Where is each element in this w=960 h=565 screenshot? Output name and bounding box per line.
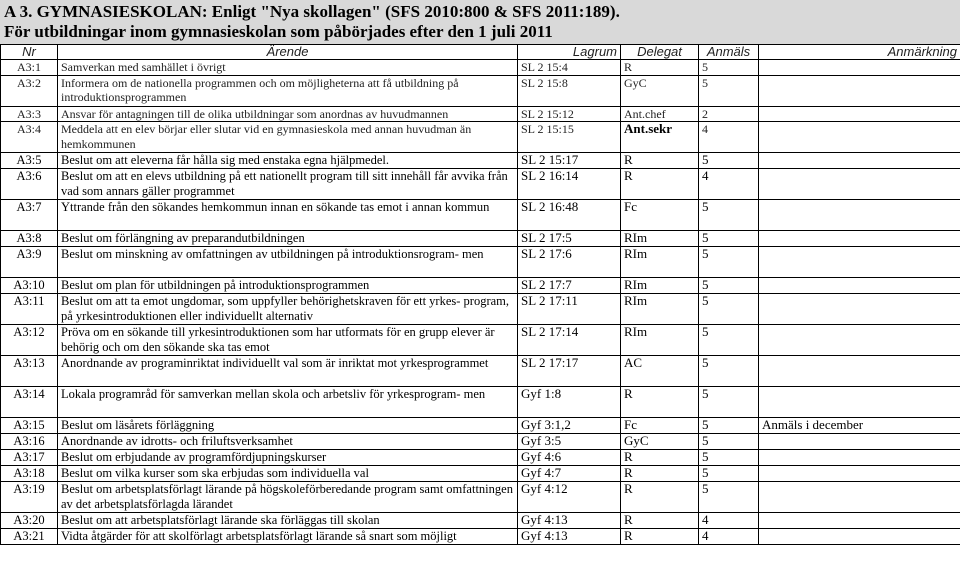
table-header-row <box>1 45 960 60</box>
cell-lagrum: Gyf 4:12 <box>518 482 621 513</box>
cell-arende: Anordnande av idrotts- och friluftsverksamhet <box>58 434 518 450</box>
cell-delegat: AC <box>621 356 699 387</box>
cell-anmals: 5 <box>699 356 759 387</box>
table-row <box>1 387 960 418</box>
cell-anmarkning <box>759 466 960 482</box>
table-row <box>1 356 960 387</box>
cell-anmals: 5 <box>699 60 759 76</box>
cell-anmals: 5 <box>699 482 759 513</box>
cell-arende: Pröva om en sökande till yrkesintroduktionen som har utformats för en grupp elever är behörig och om den sökande ska tas emot <box>58 325 518 356</box>
cell-anmals: 5 <box>699 75 759 106</box>
cell-nr: A3:14 <box>1 387 58 418</box>
cell-arende: Beslut om att ta emot ungdomar, som uppfyller behörighetskraven för ett yrkes- program, på yrkesintroduktionen eller individuellt alternativ <box>58 294 518 325</box>
cell-delegat: Fc <box>621 200 699 231</box>
cell-lagrum: SL 2 17:7 <box>518 278 621 294</box>
cell-anmarkning <box>759 529 960 545</box>
cell-anmarkning <box>759 60 960 76</box>
cell-nr: A3:4 <box>1 122 58 153</box>
cell-anmals: 4 <box>699 529 759 545</box>
cell-arende: Meddela att en elev börjar eller slutar vid en gymnasieskola med annan huvudman än hemkommunen <box>58 122 518 153</box>
cell-nr: A3:2 <box>1 75 58 106</box>
cell-delegat: R <box>621 60 699 76</box>
cell-anmals: 5 <box>699 418 759 434</box>
cell-anmals: 5 <box>699 247 759 278</box>
table-row <box>1 482 960 513</box>
cell-arende: Beslut om förlängning av preparandutbildningen <box>58 231 518 247</box>
cell-nr: A3:15 <box>1 418 58 434</box>
cell-lagrum: SL 2 17:6 <box>518 247 621 278</box>
cell-anmals: 4 <box>699 169 759 200</box>
cell-lagrum: Gyf 4:6 <box>518 450 621 466</box>
cell-arende: Beslut om arbetsplatsförlagt lärande på högskoleförberedande program samt omfattningen av det arbetsplatsförlagda lärandet <box>58 482 518 513</box>
cell-delegat: R <box>621 466 699 482</box>
cell-lagrum: SL 2 15:4 <box>518 60 621 76</box>
cell-anmals: 5 <box>699 231 759 247</box>
cell-delegat: R <box>621 387 699 418</box>
cell-lagrum: SL 2 17:17 <box>518 356 621 387</box>
cell-delegat: R <box>621 513 699 529</box>
page-subtitle: För utbildningar inom gymnasieskolan som påbörjades efter den 1 juli 2011 <box>4 22 553 41</box>
cell-nr: A3:19 <box>1 482 58 513</box>
table-row <box>1 231 960 247</box>
cell-anmarkning <box>759 200 960 231</box>
cell-lagrum: Gyf 3:1,2 <box>518 418 621 434</box>
cell-arende: Vidta åtgärder för att skolförlagt arbetsplatsförlagt lärande så snart som möjligt <box>58 529 518 545</box>
cell-delegat: GyC <box>621 434 699 450</box>
table-row <box>1 529 960 545</box>
cell-anmals: 5 <box>699 434 759 450</box>
cell-anmarkning <box>759 106 960 122</box>
cell-nr: A3:16 <box>1 434 58 450</box>
cell-nr: A3:1 <box>1 60 58 76</box>
cell-anmarkning <box>759 278 960 294</box>
cell-delegat: R <box>621 153 699 169</box>
cell-anmals: 5 <box>699 450 759 466</box>
cell-anmarkning: Anmäls i december <box>759 418 960 434</box>
cell-anmarkning <box>759 513 960 529</box>
cell-arende: Lokala programråd för samverkan mellan skola och arbetsliv för yrkesprogram- men <box>58 387 518 418</box>
header-arende: Ärende <box>58 45 518 60</box>
cell-arende: Beslut om minskning av omfattningen av utbildningen på introduktionsrogram- men <box>58 247 518 278</box>
cell-anmals: 5 <box>699 325 759 356</box>
cell-nr: A3:8 <box>1 231 58 247</box>
cell-arende: Samverkan med samhället i övrigt <box>58 60 518 76</box>
cell-nr: A3:17 <box>1 450 58 466</box>
table-row <box>1 106 960 122</box>
cell-anmals: 5 <box>699 278 759 294</box>
cell-nr: A3:9 <box>1 247 58 278</box>
cell-arende: Ansvar för antagningen till de olika utbildningar som anordnas av huvudmannen <box>58 106 518 122</box>
cell-lagrum: SL 2 15:8 <box>518 75 621 106</box>
header-nr: Nr <box>1 45 58 60</box>
cell-anmarkning <box>759 169 960 200</box>
cell-lagrum: Gyf 4:7 <box>518 466 621 482</box>
cell-delegat: Ant.chef <box>621 106 699 122</box>
cell-anmals: 5 <box>699 153 759 169</box>
cell-anmals: 4 <box>699 122 759 153</box>
cell-nr: A3:21 <box>1 529 58 545</box>
cell-arende: Beslut om att eleverna får hålla sig med enstaka egna hjälpmedel. <box>58 153 518 169</box>
cell-anmals: 2 <box>699 106 759 122</box>
table-row <box>1 60 960 76</box>
cell-lagrum: SL 2 17:5 <box>518 231 621 247</box>
cell-nr: A3:11 <box>1 294 58 325</box>
cell-anmarkning <box>759 294 960 325</box>
cell-arende: Beslut om vilka kurser som ska erbjudas som individuella val <box>58 466 518 482</box>
cell-lagrum: Gyf 1:8 <box>518 387 621 418</box>
table-row <box>1 75 960 106</box>
header-lagrum: Lagrum <box>518 45 621 60</box>
table-row <box>1 325 960 356</box>
cell-delegat: R <box>621 169 699 200</box>
table-row <box>1 200 960 231</box>
delegation-table <box>0 44 960 545</box>
cell-nr: A3:10 <box>1 278 58 294</box>
cell-nr: A3:13 <box>1 356 58 387</box>
cell-lagrum: SL 2 15:17 <box>518 153 621 169</box>
cell-lagrum: SL 2 17:14 <box>518 325 621 356</box>
cell-delegat: RIm <box>621 231 699 247</box>
cell-nr: A3:18 <box>1 466 58 482</box>
cell-anmarkning <box>759 387 960 418</box>
cell-nr: A3:20 <box>1 513 58 529</box>
cell-anmarkning <box>759 153 960 169</box>
cell-anmarkning <box>759 247 960 278</box>
cell-anmals: 5 <box>699 200 759 231</box>
table-row <box>1 450 960 466</box>
cell-lagrum: SL 2 15:15 <box>518 122 621 153</box>
cell-lagrum: SL 2 16:14 <box>518 169 621 200</box>
cell-anmarkning <box>759 325 960 356</box>
cell-arende: Beslut om att en elevs utbildning på ett nationellt program till sitt innehåll får avvika från vad som annars gäller programmet <box>58 169 518 200</box>
table-row <box>1 169 960 200</box>
cell-arende: Beslut om läsårets förläggning <box>58 418 518 434</box>
table-row <box>1 513 960 529</box>
header-anmarkning: Anmärkning <box>759 45 960 60</box>
cell-anmarkning <box>759 122 960 153</box>
table-row <box>1 153 960 169</box>
cell-delegat: GyC <box>621 75 699 106</box>
table-row <box>1 247 960 278</box>
cell-delegat: RIm <box>621 325 699 356</box>
cell-nr: A3:7 <box>1 200 58 231</box>
cell-lagrum: Gyf 3:5 <box>518 434 621 450</box>
page-title: A 3. GYMNASIESKOLAN: Enligt "Nya skollagen" (SFS 2010:800 & SFS 2011:189). <box>4 2 620 21</box>
cell-lagrum: Gyf 4:13 <box>518 513 621 529</box>
cell-anmarkning <box>759 231 960 247</box>
cell-delegat: RIm <box>621 294 699 325</box>
cell-nr: A3:5 <box>1 153 58 169</box>
cell-anmarkning <box>759 482 960 513</box>
cell-anmals: 5 <box>699 294 759 325</box>
cell-anmarkning <box>759 434 960 450</box>
cell-anmals: 5 <box>699 387 759 418</box>
header-delegat: Delegat <box>621 45 699 60</box>
cell-delegat: RIm <box>621 278 699 294</box>
table-row <box>1 294 960 325</box>
cell-arende: Beslut om erbjudande av programfördjupningskurser <box>58 450 518 466</box>
cell-anmarkning <box>759 356 960 387</box>
cell-arende: Yttrande från den sökandes hemkommun innan en sökande tas emot i annan kommun <box>58 200 518 231</box>
table-row <box>1 278 960 294</box>
cell-delegat: Fc <box>621 418 699 434</box>
cell-arende: Beslut om att arbetsplatsförlagt lärande ska förläggas till skolan <box>58 513 518 529</box>
table-row <box>1 466 960 482</box>
cell-delegat: R <box>621 482 699 513</box>
cell-nr: A3:12 <box>1 325 58 356</box>
table-row <box>1 434 960 450</box>
title-block <box>0 0 960 44</box>
cell-arende: Anordnande av programinriktat individuellt val som är inriktat mot yrkesprogrammet <box>58 356 518 387</box>
cell-lagrum: SL 2 15:12 <box>518 106 621 122</box>
cell-anmals: 4 <box>699 513 759 529</box>
cell-lagrum: Gyf 4:13 <box>518 529 621 545</box>
table-row <box>1 122 960 153</box>
cell-delegat: R <box>621 529 699 545</box>
cell-arende: Beslut om plan för utbildningen på introduktionsprogrammen <box>58 278 518 294</box>
cell-anmals: 5 <box>699 466 759 482</box>
cell-nr: A3:6 <box>1 169 58 200</box>
cell-anmarkning <box>759 450 960 466</box>
cell-arende: Informera om de nationella programmen och om möjligheterna att få utbildning på introduktionsprogrammen <box>58 75 518 106</box>
cell-delegat: RIm <box>621 247 699 278</box>
table-row <box>1 418 960 434</box>
cell-delegat: R <box>621 450 699 466</box>
cell-lagrum: SL 2 16:48 <box>518 200 621 231</box>
cell-nr: A3:3 <box>1 106 58 122</box>
header-anmals: Anmäls <box>699 45 759 60</box>
cell-delegat: Ant.sekr <box>621 122 699 153</box>
cell-anmarkning <box>759 75 960 106</box>
cell-lagrum: SL 2 17:11 <box>518 294 621 325</box>
